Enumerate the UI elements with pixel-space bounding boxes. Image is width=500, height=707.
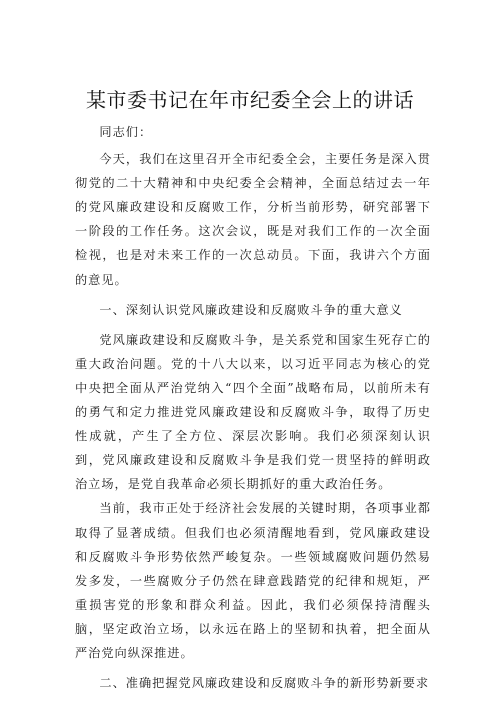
document-body (75, 120, 431, 701)
section-1-paragraph-2: 当前，我市正处于经济社会发展的关键时期，各项事业都取得了显著成绩。但我们也必须清醒地看到，党风廉政建设和反腐败斗争形势依然严峻复杂。一些领域腐败问题仍然易发多发，一些腐败分子仍然在肆意践踏党的纪律和规矩，严重损害党的形象和群众利益。因此，我们必须保持清醒头脑，坚定政治立场，以永远在路上的坚韧和执着，把全面从严治党向纵深推进。 (75, 501, 431, 660)
section-heading-2: 二、准确把握党风廉政建设和反腐败斗争的新形势新要求 (99, 676, 430, 691)
section-1-paragraph-1: 党风廉政建设和反腐败斗争，是关系党和国家生死存亡的重大政治问题。党的十八大以来，以习近平同志为核心的党中央把全面从严治党纳入“四个全面”战略布局，以前所未有的勇气和定力推进党风廉政建设和反腐败斗争，取得了历史性成就，产生了全方位、深层次影响。我们必须深刻认识到，党风廉政建设和反腐败斗争是我们党一贯坚持的鲜明政治立场，是党自我革命必须长期抓好的重大政治任务。 (75, 332, 431, 492)
opening-paragraph: 今天，我们在这里召开全市纪委全会，主要任务是深入贯彻党的二十大精神和中央纪委全会精神，全面总结过去一年的党风廉政建设和反腐败工作，分析当前形势，研究部署下一阶段的工作任务。这次会议，既是对我们工作的一次全面检视，也是对未来工作的一次总动员。下面，我讲六个方面的意见。 (75, 152, 431, 287)
document-title: 某市委书记在年市纪委全会上的讲话 (86, 88, 414, 112)
section-heading-1: 一、深刻认识党风廉政建设和反腐败斗争的重大意义 (99, 302, 403, 317)
salutation: 同志们： (99, 125, 153, 139)
